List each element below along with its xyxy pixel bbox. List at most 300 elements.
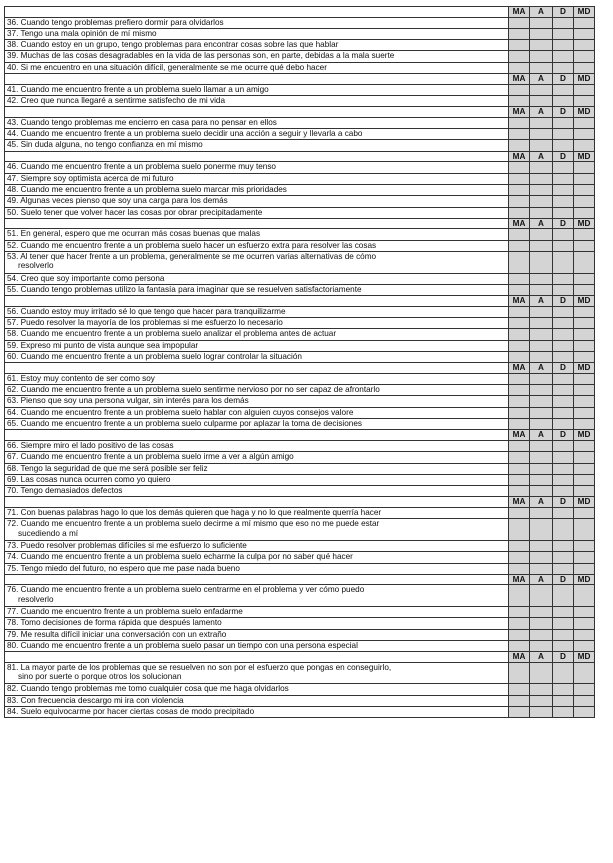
answer-cell-d[interactable] <box>553 508 574 519</box>
answer-cell-d[interactable] <box>553 207 574 218</box>
question-text: 57. Puedo resolver la mayoría de los problemas si me esfuerzo lo necesario <box>7 318 283 328</box>
answer-cell-md[interactable] <box>574 329 595 340</box>
question-cell <box>5 585 509 607</box>
answer-cell-md[interactable] <box>574 474 595 485</box>
column-header-a: A <box>530 652 553 663</box>
question-row <box>5 306 595 317</box>
answer-cell-d[interactable] <box>553 95 574 106</box>
question-cell <box>5 173 509 184</box>
question-row <box>5 17 595 28</box>
answer-cell-ma[interactable] <box>509 373 530 384</box>
question-row <box>5 618 595 629</box>
answer-cell-d[interactable] <box>553 618 574 629</box>
answer-cell-md[interactable] <box>574 84 595 95</box>
answer-cell-ma[interactable] <box>509 351 530 362</box>
answer-cell-md[interactable] <box>574 173 595 184</box>
answer-cell-d[interactable] <box>553 273 574 284</box>
answer-cell-md[interactable] <box>574 340 595 351</box>
answer-cell-md[interactable] <box>574 486 595 497</box>
answer-cell-a[interactable] <box>530 240 553 251</box>
question-row <box>5 385 595 396</box>
answer-cell-ma[interactable] <box>509 463 530 474</box>
answer-cell-ma[interactable] <box>509 552 530 563</box>
question-row <box>5 463 595 474</box>
column-header-row <box>5 430 595 441</box>
answer-cell-md[interactable] <box>574 284 595 295</box>
answer-cell-a[interactable] <box>530 51 553 62</box>
answer-cell-d[interactable] <box>553 662 574 684</box>
answer-cell-a[interactable] <box>530 196 553 207</box>
column-header-row <box>5 7 595 18</box>
column-header-row <box>5 151 595 162</box>
question-text: 49. Algunas veces pienso que soy una carga para los demás <box>7 196 228 206</box>
answer-cell-a[interactable] <box>530 340 553 351</box>
answer-cell-d[interactable] <box>553 407 574 418</box>
answer-cell-a[interactable] <box>530 40 553 51</box>
answer-cell-md[interactable] <box>574 407 595 418</box>
answer-cell-d[interactable] <box>553 385 574 396</box>
answer-cell-md[interactable] <box>574 563 595 574</box>
answer-cell-md[interactable] <box>574 229 595 240</box>
question-text-continuation: resolverlo <box>18 594 54 604</box>
answer-cell-ma[interactable] <box>509 618 530 629</box>
answer-cell-a[interactable] <box>530 629 553 640</box>
question-cell <box>5 508 509 519</box>
answer-cell-a[interactable] <box>530 474 553 485</box>
answer-cell-a[interactable] <box>530 162 553 173</box>
header-blank-cell <box>5 497 509 508</box>
question-row <box>5 419 595 430</box>
answer-cell-a[interactable] <box>530 440 553 451</box>
answer-cell-a[interactable] <box>530 684 553 695</box>
question-cell <box>5 40 509 51</box>
question-text: 79. Me resulta difícil iniciar una conversación con un extraño <box>7 629 227 639</box>
question-cell <box>5 140 509 151</box>
column-header-md: MD <box>574 151 595 162</box>
answer-cell-ma[interactable] <box>509 486 530 497</box>
answer-cell-ma[interactable] <box>509 585 530 607</box>
column-header-a: A <box>530 363 553 374</box>
answer-cell-a[interactable] <box>530 706 553 717</box>
column-header-a: A <box>530 151 553 162</box>
answer-cell-a[interactable] <box>530 452 553 463</box>
answer-cell-ma[interactable] <box>509 184 530 195</box>
column-header-md: MD <box>574 574 595 585</box>
question-row <box>5 585 595 607</box>
answer-cell-md[interactable] <box>574 508 595 519</box>
answer-cell-d[interactable] <box>553 329 574 340</box>
question-row <box>5 62 595 73</box>
answer-cell-ma[interactable] <box>509 207 530 218</box>
answer-cell-ma[interactable] <box>509 662 530 684</box>
answer-cell-d[interactable] <box>553 486 574 497</box>
question-text: 41. Cuando me encuentro frente a un problema suelo llamar a un amigo <box>7 84 269 94</box>
answer-cell-md[interactable] <box>574 240 595 251</box>
answer-cell-ma[interactable] <box>509 129 530 140</box>
answer-cell-a[interactable] <box>530 184 553 195</box>
answer-cell-md[interactable] <box>574 196 595 207</box>
answer-cell-d[interactable] <box>553 629 574 640</box>
question-cell <box>5 329 509 340</box>
answer-cell-d[interactable] <box>553 419 574 430</box>
column-header-row <box>5 74 595 85</box>
answer-cell-ma[interactable] <box>509 607 530 618</box>
answer-cell-md[interactable] <box>574 540 595 551</box>
question-cell <box>5 640 509 651</box>
answer-cell-ma[interactable] <box>509 306 530 317</box>
column-header-ma: MA <box>509 363 530 374</box>
answer-cell-d[interactable] <box>553 62 574 73</box>
question-text: 39. Muchas de las cosas desagradables en la vida de las personas son, en parte, debidas a la mala suerte <box>7 51 395 61</box>
answer-cell-d[interactable] <box>553 306 574 317</box>
answer-cell-ma[interactable] <box>509 173 530 184</box>
column-header-a: A <box>530 430 553 441</box>
header-blank-cell <box>5 107 509 118</box>
answer-cell-ma[interactable] <box>509 385 530 396</box>
question-cell <box>5 607 509 618</box>
answer-cell-md[interactable] <box>574 419 595 430</box>
answer-cell-a[interactable] <box>530 662 553 684</box>
answer-cell-d[interactable] <box>553 284 574 295</box>
answer-cell-d[interactable] <box>553 607 574 618</box>
answer-cell-d[interactable] <box>553 563 574 574</box>
answer-cell-a[interactable] <box>530 351 553 362</box>
answer-cell-md[interactable] <box>574 273 595 284</box>
question-text: 56. Cuando estoy muy irritado sé lo que tengo que hacer para tranquilizarme <box>7 306 286 316</box>
answer-cell-md[interactable] <box>574 207 595 218</box>
answer-cell-md[interactable] <box>574 40 595 51</box>
question-row <box>5 28 595 39</box>
answer-cell-d[interactable] <box>553 162 574 173</box>
answer-cell-ma[interactable] <box>509 252 530 274</box>
answer-cell-a[interactable] <box>530 229 553 240</box>
answer-cell-ma[interactable] <box>509 273 530 284</box>
answer-cell-a[interactable] <box>530 84 553 95</box>
answer-cell-md[interactable] <box>574 519 595 541</box>
answer-cell-d[interactable] <box>553 351 574 362</box>
question-text: 72. Cuando me encuentro frente a un problema suelo decirme a mí mismo que eso no me puede estar <box>7 519 380 529</box>
question-row <box>5 396 595 407</box>
answer-cell-md[interactable] <box>574 640 595 651</box>
answer-cell-ma[interactable] <box>509 452 530 463</box>
answer-cell-ma[interactable] <box>509 474 530 485</box>
answer-cell-a[interactable] <box>530 540 553 551</box>
answer-cell-a[interactable] <box>530 117 553 128</box>
column-header-d: D <box>553 296 574 307</box>
answer-cell-d[interactable] <box>553 373 574 384</box>
answer-cell-a[interactable] <box>530 486 553 497</box>
question-row <box>5 373 595 384</box>
answer-cell-d[interactable] <box>553 117 574 128</box>
answer-cell-md[interactable] <box>574 452 595 463</box>
column-header-ma: MA <box>509 574 530 585</box>
answer-cell-ma[interactable] <box>509 540 530 551</box>
question-row <box>5 662 595 684</box>
answer-cell-ma[interactable] <box>509 563 530 574</box>
question-text: 47. Siempre soy optimista acerca de mi futuro <box>7 173 174 183</box>
answer-cell-a[interactable] <box>530 618 553 629</box>
question-text: 37. Tengo una mala opinión de mí mismo <box>7 28 157 38</box>
answer-cell-a[interactable] <box>530 129 553 140</box>
answer-cell-ma[interactable] <box>509 640 530 651</box>
question-cell <box>5 207 509 218</box>
answer-cell-ma[interactable] <box>509 318 530 329</box>
question-row <box>5 329 595 340</box>
answer-cell-a[interactable] <box>530 95 553 106</box>
answer-cell-md[interactable] <box>574 695 595 706</box>
question-row <box>5 140 595 151</box>
column-header-ma: MA <box>509 430 530 441</box>
answer-cell-ma[interactable] <box>509 329 530 340</box>
question-row <box>5 196 595 207</box>
column-header-ma: MA <box>509 151 530 162</box>
answer-cell-d[interactable] <box>553 585 574 607</box>
answer-cell-ma[interactable] <box>509 396 530 407</box>
answer-cell-d[interactable] <box>553 252 574 274</box>
answer-cell-ma[interactable] <box>509 240 530 251</box>
answer-cell-ma[interactable] <box>509 229 530 240</box>
question-row <box>5 640 595 651</box>
answer-cell-a[interactable] <box>530 318 553 329</box>
answer-cell-ma[interactable] <box>509 684 530 695</box>
answer-cell-md[interactable] <box>574 618 595 629</box>
answer-cell-a[interactable] <box>530 607 553 618</box>
question-cell <box>5 452 509 463</box>
answer-cell-d[interactable] <box>553 28 574 39</box>
question-row <box>5 117 595 128</box>
answer-cell-a[interactable] <box>530 463 553 474</box>
answer-cell-d[interactable] <box>553 173 574 184</box>
answer-cell-a[interactable] <box>530 407 553 418</box>
question-row <box>5 351 595 362</box>
answer-cell-md[interactable] <box>574 95 595 106</box>
column-header-d: D <box>553 497 574 508</box>
question-row <box>5 173 595 184</box>
column-header-a: A <box>530 574 553 585</box>
question-text: 63. Pienso que soy una persona vulgar, sin interés para los demás <box>7 396 249 406</box>
header-blank-cell <box>5 652 509 663</box>
answer-cell-d[interactable] <box>553 440 574 451</box>
answer-cell-ma[interactable] <box>509 140 530 151</box>
question-text: 54. Creo que soy importante como persona <box>7 273 165 283</box>
answer-cell-a[interactable] <box>530 173 553 184</box>
answer-cell-md[interactable] <box>574 306 595 317</box>
question-text: 68. Tengo la seguridad de que me será posible ser feliz <box>7 463 208 473</box>
question-text: 80. Cuando me encuentro frente a un problema suelo pasar un tiempo con una persona especial <box>7 640 358 650</box>
column-header-row <box>5 574 595 585</box>
answer-cell-md[interactable] <box>574 373 595 384</box>
answer-cell-md[interactable] <box>574 552 595 563</box>
answer-cell-ma[interactable] <box>509 706 530 717</box>
answer-cell-a[interactable] <box>530 207 553 218</box>
question-row <box>5 629 595 640</box>
question-cell <box>5 706 509 717</box>
answer-cell-d[interactable] <box>553 684 574 695</box>
answer-cell-md[interactable] <box>574 252 595 274</box>
question-text: 83. Con frecuencia descargo mi ira con violencia <box>7 695 184 705</box>
question-row <box>5 40 595 51</box>
answer-cell-a[interactable] <box>530 28 553 39</box>
question-text: 55. Cuando tengo problemas utilizo la fantasía para imaginar que se resuelven satisfactoriamente <box>7 284 362 294</box>
answer-cell-d[interactable] <box>553 474 574 485</box>
answer-cell-md[interactable] <box>574 706 595 717</box>
answer-cell-a[interactable] <box>530 252 553 274</box>
answer-cell-d[interactable] <box>553 640 574 651</box>
answer-cell-md[interactable] <box>574 684 595 695</box>
answer-cell-a[interactable] <box>530 329 553 340</box>
answer-cell-ma[interactable] <box>509 84 530 95</box>
answer-cell-md[interactable] <box>574 318 595 329</box>
answer-cell-md[interactable] <box>574 28 595 39</box>
answer-cell-ma[interactable] <box>509 340 530 351</box>
answer-cell-ma[interactable] <box>509 95 530 106</box>
answer-cell-md[interactable] <box>574 629 595 640</box>
answer-cell-a[interactable] <box>530 585 553 607</box>
header-blank-cell <box>5 296 509 307</box>
answer-cell-d[interactable] <box>553 129 574 140</box>
question-text: 67. Cuando me encuentro frente a un problema suelo irme a ver a algún amigo <box>7 452 294 462</box>
answer-cell-md[interactable] <box>574 396 595 407</box>
answer-cell-md[interactable] <box>574 17 595 28</box>
answer-cell-ma[interactable] <box>509 695 530 706</box>
answer-cell-md[interactable] <box>574 184 595 195</box>
answer-cell-a[interactable] <box>530 563 553 574</box>
answer-cell-md[interactable] <box>574 117 595 128</box>
column-header-md: MD <box>574 7 595 18</box>
answer-cell-md[interactable] <box>574 463 595 474</box>
answer-cell-ma[interactable] <box>509 62 530 73</box>
answer-cell-d[interactable] <box>553 396 574 407</box>
column-header-a: A <box>530 497 553 508</box>
question-row <box>5 563 595 574</box>
answer-cell-a[interactable] <box>530 508 553 519</box>
column-header-row <box>5 497 595 508</box>
answer-cell-a[interactable] <box>530 140 553 151</box>
question-row <box>5 95 595 106</box>
answer-cell-d[interactable] <box>553 229 574 240</box>
answer-cell-ma[interactable] <box>509 28 530 39</box>
answer-cell-md[interactable] <box>574 129 595 140</box>
column-header-ma: MA <box>509 296 530 307</box>
answer-cell-ma[interactable] <box>509 117 530 128</box>
column-header-row <box>5 218 595 229</box>
column-header-a: A <box>530 107 553 118</box>
answer-cell-ma[interactable] <box>509 519 530 541</box>
answer-cell-d[interactable] <box>553 51 574 62</box>
answer-cell-d[interactable] <box>553 40 574 51</box>
answer-cell-ma[interactable] <box>509 17 530 28</box>
answer-cell-d[interactable] <box>553 552 574 563</box>
question-row <box>5 684 595 695</box>
question-row <box>5 284 595 295</box>
answer-cell-a[interactable] <box>530 552 553 563</box>
answer-cell-a[interactable] <box>530 385 553 396</box>
answer-cell-md[interactable] <box>574 62 595 73</box>
answer-cell-d[interactable] <box>553 463 574 474</box>
answer-cell-ma[interactable] <box>509 196 530 207</box>
answer-cell-ma[interactable] <box>509 284 530 295</box>
answer-cell-md[interactable] <box>574 51 595 62</box>
answer-cell-a[interactable] <box>530 695 553 706</box>
question-row <box>5 519 595 541</box>
question-row <box>5 607 595 618</box>
question-cell <box>5 351 509 362</box>
answer-cell-d[interactable] <box>553 340 574 351</box>
column-header-ma: MA <box>509 218 530 229</box>
answer-cell-a[interactable] <box>530 640 553 651</box>
answer-cell-a[interactable] <box>530 273 553 284</box>
answer-cell-d[interactable] <box>553 17 574 28</box>
answer-cell-md[interactable] <box>574 140 595 151</box>
answer-cell-ma[interactable] <box>509 440 530 451</box>
answer-cell-ma[interactable] <box>509 419 530 430</box>
question-cell <box>5 519 509 541</box>
question-text: 45. Sin duda alguna, no tengo confianza en mí mismo <box>7 140 203 150</box>
question-row <box>5 252 595 274</box>
answer-cell-d[interactable] <box>553 519 574 541</box>
answer-cell-a[interactable] <box>530 373 553 384</box>
question-text: 58. Cuando me encuentro frente a un problema suelo analizar el problema antes de actuar <box>7 329 337 339</box>
answer-cell-md[interactable] <box>574 385 595 396</box>
answer-cell-md[interactable] <box>574 585 595 607</box>
question-cell <box>5 240 509 251</box>
answer-cell-ma[interactable] <box>509 40 530 51</box>
answer-cell-a[interactable] <box>530 284 553 295</box>
column-header-md: MD <box>574 363 595 374</box>
answer-cell-md[interactable] <box>574 162 595 173</box>
answer-cell-ma[interactable] <box>509 629 530 640</box>
answer-cell-a[interactable] <box>530 396 553 407</box>
question-cell <box>5 28 509 39</box>
answer-cell-ma[interactable] <box>509 51 530 62</box>
answer-cell-ma[interactable] <box>509 508 530 519</box>
answer-cell-d[interactable] <box>553 695 574 706</box>
question-row <box>5 240 595 251</box>
question-text: 40. Si me encuentro en una situación difícil, generalmente se me ocurre qué debo hacer <box>7 62 327 72</box>
answer-cell-ma[interactable] <box>509 162 530 173</box>
answer-cell-a[interactable] <box>530 419 553 430</box>
answer-cell-d[interactable] <box>553 706 574 717</box>
answer-cell-a[interactable] <box>530 62 553 73</box>
question-text: 75. Tengo miedo del futuro, no espero que me pase nada bueno <box>7 563 240 573</box>
answer-cell-d[interactable] <box>553 318 574 329</box>
answer-cell-d[interactable] <box>553 240 574 251</box>
answer-cell-a[interactable] <box>530 17 553 28</box>
answer-cell-md[interactable] <box>574 662 595 684</box>
answer-cell-md[interactable] <box>574 607 595 618</box>
column-header-d: D <box>553 7 574 18</box>
question-text: 69. Las cosas nunca ocurren como yo quiero <box>7 474 171 484</box>
column-header-row <box>5 296 595 307</box>
column-header-d: D <box>553 107 574 118</box>
answer-cell-d[interactable] <box>553 196 574 207</box>
answer-cell-d[interactable] <box>553 452 574 463</box>
answer-cell-a[interactable] <box>530 519 553 541</box>
answer-cell-md[interactable] <box>574 440 595 451</box>
answer-cell-ma[interactable] <box>509 407 530 418</box>
answer-cell-d[interactable] <box>553 540 574 551</box>
answer-cell-md[interactable] <box>574 351 595 362</box>
answer-cell-a[interactable] <box>530 306 553 317</box>
question-cell <box>5 340 509 351</box>
question-text: 81. La mayor parte de los problemas que se resuelven no son por el esfuerzo que pongas en conseguirlo, <box>7 662 392 672</box>
question-text: 84. Suelo equivocarme por hacer ciertas cosas de modo precipitado <box>7 706 255 716</box>
column-header-a: A <box>530 296 553 307</box>
question-text-continuation: sucediendo a mí <box>18 528 79 538</box>
answer-cell-d[interactable] <box>553 140 574 151</box>
answer-cell-d[interactable] <box>553 184 574 195</box>
answer-cell-d[interactable] <box>553 84 574 95</box>
